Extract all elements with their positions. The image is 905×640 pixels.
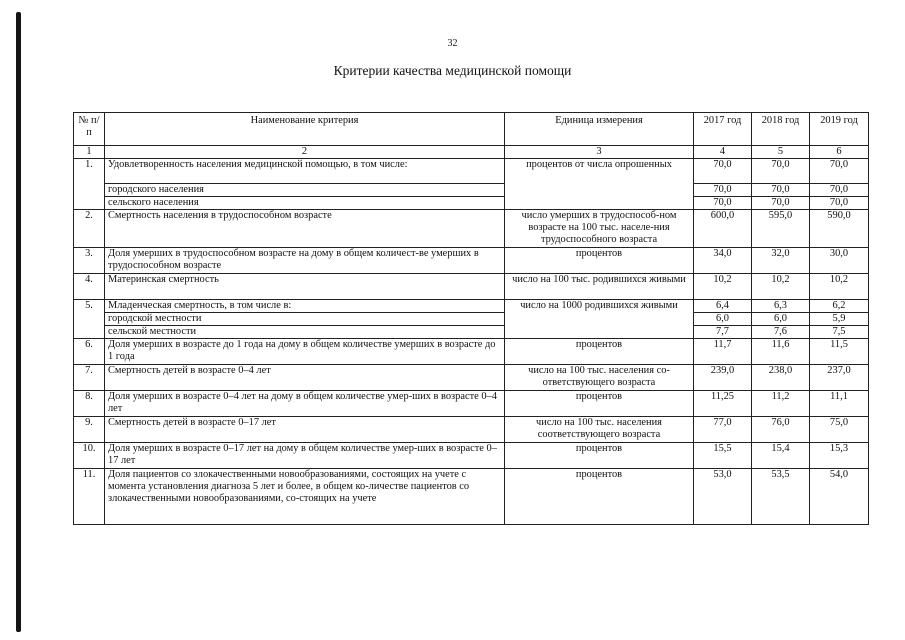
value-2017: 34,0 xyxy=(694,248,752,274)
criterion-name: Смертность детей в возрасте 0–4 лет xyxy=(105,365,505,391)
table-row xyxy=(74,210,869,248)
criterion-name: Доля умерших в возрасте 0–17 лет на дому в общем количестве умер-ших в возрасте 0–17 лет xyxy=(105,443,505,469)
value-2017: 7,7 xyxy=(694,326,752,339)
table-row xyxy=(74,313,869,326)
value-2019: 15,3 xyxy=(810,443,869,469)
column-index: 2 xyxy=(105,146,505,159)
table-row xyxy=(74,365,869,391)
criterion-name: Материнская смертность xyxy=(105,274,505,300)
value-2018: 10,2 xyxy=(752,274,810,300)
value-2019: 7,5 xyxy=(810,326,869,339)
value-2018: 238,0 xyxy=(752,365,810,391)
criteria-table xyxy=(73,112,869,525)
header-2019: 2019 год xyxy=(810,113,869,146)
value-2017: 11,25 xyxy=(694,391,752,417)
value-2018: 595,0 xyxy=(752,210,810,248)
criterion-name: Доля умерших в трудоспособном возрасте на дому в общем количест-ве умерших в трудоспособном возрасте xyxy=(105,248,505,274)
column-index: 3 xyxy=(505,146,694,159)
table-header-row xyxy=(74,113,869,146)
value-2019: 75,0 xyxy=(810,417,869,443)
table-row xyxy=(74,391,869,417)
value-2019: 54,0 xyxy=(810,469,869,525)
scan-edge xyxy=(16,12,21,632)
column-index: 1 xyxy=(74,146,105,159)
row-number: 3. xyxy=(74,248,105,274)
row-number: 2. xyxy=(74,210,105,248)
criterion-name: Удовлетворенность населения медицинской помощью, в том числе: xyxy=(105,159,505,184)
value-2018: 6,3 xyxy=(752,300,810,313)
value-2019: 30,0 xyxy=(810,248,869,274)
header-name: Наименование критерия xyxy=(105,113,505,146)
table-row xyxy=(74,159,869,184)
unit-of-measure: процентов xyxy=(505,391,694,417)
value-2018: 7,6 xyxy=(752,326,810,339)
criterion-name: Доля умерших в возрасте до 1 года на дому в общем количестве умерших в возрасте до 1 года xyxy=(105,339,505,365)
criterion-name: городской местности xyxy=(105,313,505,326)
value-2018: 53,5 xyxy=(752,469,810,525)
table-row xyxy=(74,197,869,210)
column-index: 4 xyxy=(694,146,752,159)
header-num: № п/п xyxy=(74,113,105,146)
column-index-row xyxy=(74,146,869,159)
value-2018: 32,0 xyxy=(752,248,810,274)
table-row xyxy=(74,184,869,197)
value-2018: 11,2 xyxy=(752,391,810,417)
table-row xyxy=(74,339,869,365)
table-row xyxy=(74,248,869,274)
criterion-name: городского населения xyxy=(105,184,505,197)
row-number: 9. xyxy=(74,417,105,443)
value-2017: 77,0 xyxy=(694,417,752,443)
criterion-name: сельского населения xyxy=(105,197,505,210)
row-number: 10. xyxy=(74,443,105,469)
unit-of-measure: процентов xyxy=(505,443,694,469)
value-2017: 600,0 xyxy=(694,210,752,248)
value-2017: 15,5 xyxy=(694,443,752,469)
row-number: 1. xyxy=(74,159,105,210)
value-2019: 5,9 xyxy=(810,313,869,326)
unit-of-measure: процентов xyxy=(505,248,694,274)
unit-of-measure: процентов от числа опрошенных xyxy=(505,159,694,210)
table-row xyxy=(74,300,869,313)
value-2017: 70,0 xyxy=(694,184,752,197)
row-number: 4. xyxy=(74,274,105,300)
value-2017: 53,0 xyxy=(694,469,752,525)
value-2018: 70,0 xyxy=(752,197,810,210)
table-row xyxy=(74,274,869,300)
value-2017: 6,0 xyxy=(694,313,752,326)
page-number: 32 xyxy=(447,38,458,49)
criterion-name: Младенческая смертность, в том числе в: xyxy=(105,300,505,313)
unit-of-measure: число на 100 тыс. родившихся живыми xyxy=(505,274,694,300)
unit-of-measure: число умерших в трудоспособ-ном возрасте на 100 тыс. населе-ния трудоспособного возраста xyxy=(505,210,694,248)
header-unit: Единица измерения xyxy=(505,113,694,146)
value-2019: 70,0 xyxy=(810,197,869,210)
value-2019: 70,0 xyxy=(810,184,869,197)
table-row xyxy=(74,469,869,525)
value-2018: 76,0 xyxy=(752,417,810,443)
value-2019: 70,0 xyxy=(810,159,869,184)
value-2017: 239,0 xyxy=(694,365,752,391)
unit-of-measure: число на 100 тыс. населения соответствующего возраста xyxy=(505,417,694,443)
header-2018: 2018 год xyxy=(752,113,810,146)
criterion-name: Доля пациентов со злокачественными новообразованиями, состоящих на учете с момента установления диагноза 5 лет и более, в общем ко-личестве пациентов со злокачественными новообразованиями, со-стоящих на учете xyxy=(105,469,505,525)
row-number: 11. xyxy=(74,469,105,525)
value-2017: 11,7 xyxy=(694,339,752,365)
criterion-name: сельской местности xyxy=(105,326,505,339)
value-2018: 70,0 xyxy=(752,184,810,197)
value-2019: 237,0 xyxy=(810,365,869,391)
unit-of-measure: процентов xyxy=(505,339,694,365)
value-2017: 70,0 xyxy=(694,159,752,184)
value-2017: 10,2 xyxy=(694,274,752,300)
value-2019: 590,0 xyxy=(810,210,869,248)
value-2017: 6,4 xyxy=(694,300,752,313)
row-number: 5. xyxy=(74,300,105,339)
unit-of-measure: процентов xyxy=(505,469,694,525)
criterion-name: Смертность населения в трудоспособном возрасте xyxy=(105,210,505,248)
unit-of-measure: число на 1000 родившихся живыми xyxy=(505,300,694,339)
row-number: 8. xyxy=(74,391,105,417)
value-2018: 70,0 xyxy=(752,159,810,184)
row-number: 7. xyxy=(74,365,105,391)
value-2018: 15,4 xyxy=(752,443,810,469)
value-2018: 11,6 xyxy=(752,339,810,365)
value-2019: 11,5 xyxy=(810,339,869,365)
document-title: Критерии качества медицинской помощи xyxy=(333,63,572,78)
value-2019: 11,1 xyxy=(810,391,869,417)
table-row xyxy=(74,326,869,339)
value-2019: 6,2 xyxy=(810,300,869,313)
unit-of-measure: число на 100 тыс. населения со-ответствующего возраста xyxy=(505,365,694,391)
criterion-name: Смертность детей в возрасте 0–17 лет xyxy=(105,417,505,443)
column-index: 5 xyxy=(752,146,810,159)
column-index: 6 xyxy=(810,146,869,159)
row-number: 6. xyxy=(74,339,105,365)
value-2019: 10,2 xyxy=(810,274,869,300)
header-2017: 2017 год xyxy=(694,113,752,146)
table-row xyxy=(74,443,869,469)
value-2017: 70,0 xyxy=(694,197,752,210)
criterion-name: Доля умерших в возрасте 0–4 лет на дому в общем количестве умер-ших в возрасте 0–4 лет xyxy=(105,391,505,417)
table-row xyxy=(74,417,869,443)
value-2018: 6,0 xyxy=(752,313,810,326)
